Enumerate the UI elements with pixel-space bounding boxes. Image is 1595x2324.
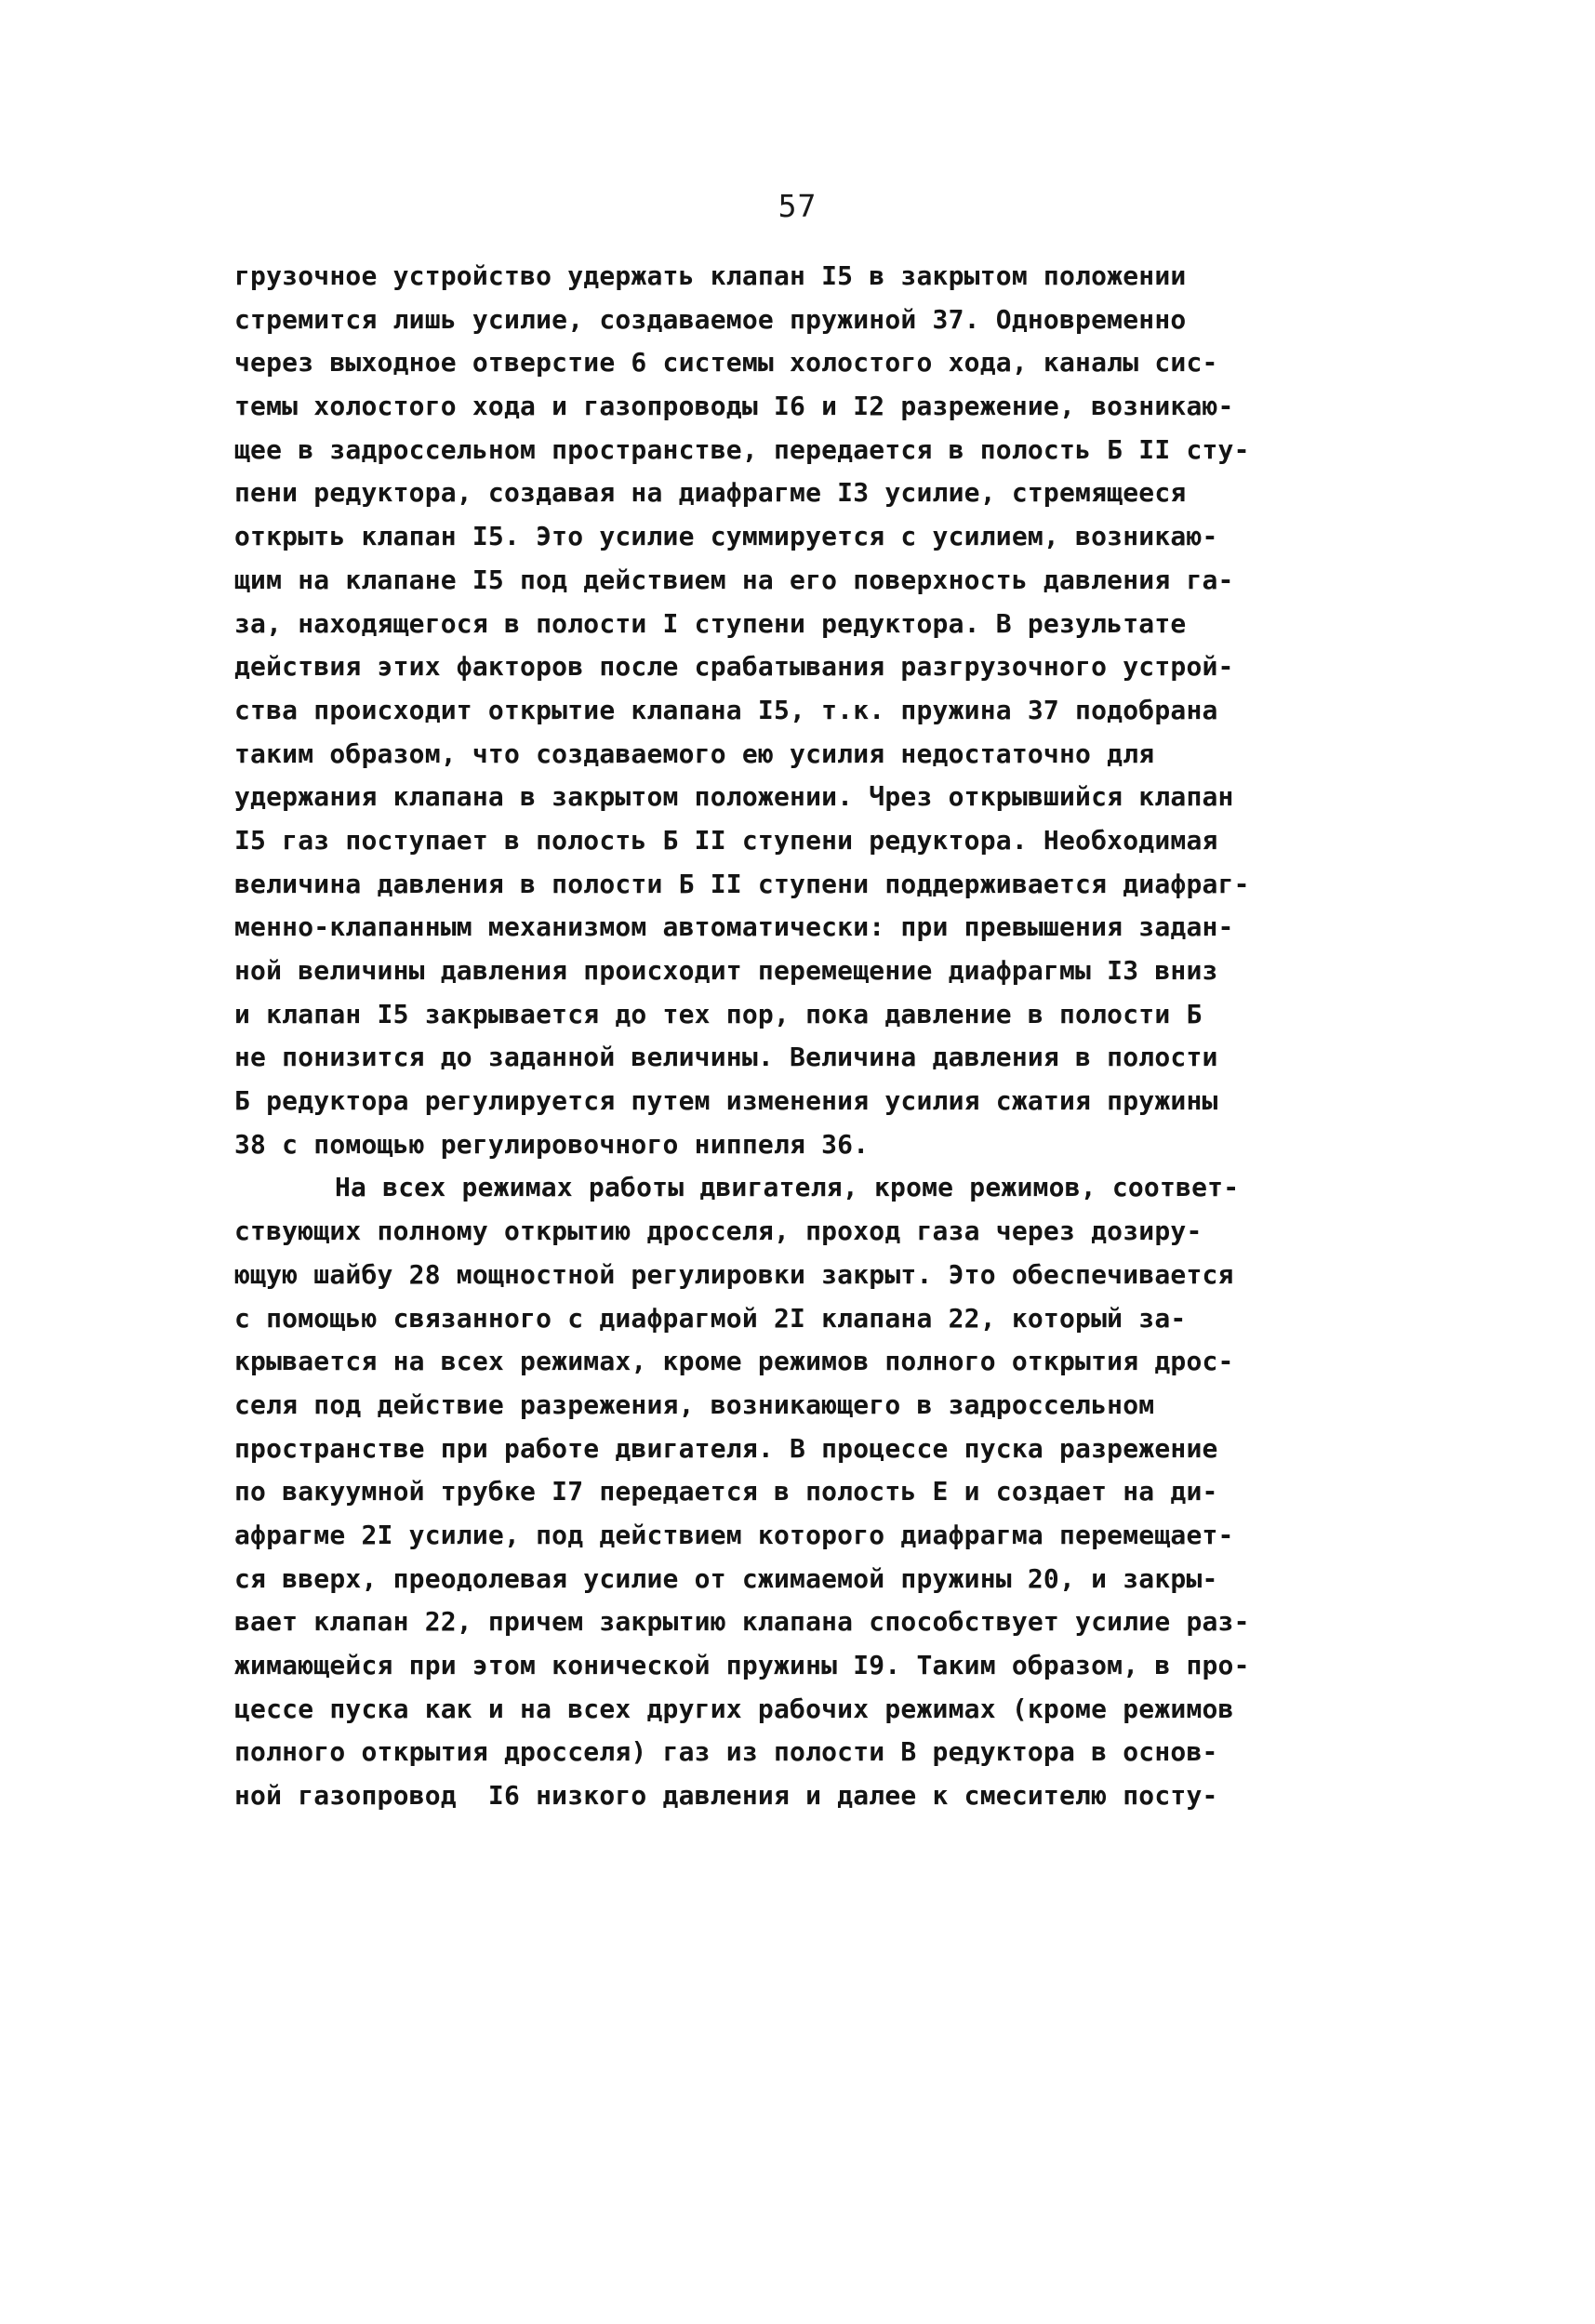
text-line: действия этих факторов после срабатывания разгрузочного устрой- [234,651,1234,683]
text-line: пространстве при работе двигателя. В процессе пуска разрежение [234,1432,1218,1464]
text-line: по вакуумной трубке I7 передается в полость Е и создает на ди- [234,1476,1218,1507]
text-line: ющую шайбу 28 мощностной регулировки закрыт. Это обеспечивается [234,1258,1234,1290]
text-line: открыть клапан I5. Это усилие суммируется с усилием, возникаю- [234,521,1218,552]
text-line: жимающейся при этом конической пружины I9. Таким образом, в про- [234,1650,1250,1680]
text-line: полного открытия дросселя) газ из полости В редуктора в основ- [234,1736,1218,1768]
text-line: с помощью связанного с диафрагмой 2I клапана 22, который за- [234,1302,1187,1334]
text-line: менно-клапанным механизмом автоматически: при превышения задан- [234,911,1234,943]
page-number: 57 [778,188,817,224]
text-line: цессе пуска как и на всех других рабочих режимах (кроме режимов [234,1693,1234,1724]
text-line: ства происходит открытие клапана I5, т.к. пружина 37 подобрана [234,694,1218,725]
text-line: через выходное отверстие 6 системы холостого хода, каналы сис- [234,347,1218,378]
text-line: 38 с помощью регулировочного ниппеля 36. [234,1128,870,1160]
text-line: темы холостого хода и газопроводы I6 и I2 разрежение, возникаю- [234,391,1234,422]
text-line: щим на клапане I5 под действием на его поверхность давления га- [234,564,1234,595]
body-text [234,255,1434,1818]
text-line: величина давления в полости Б II ступени поддерживается диафраг- [234,868,1250,899]
paragraph-start-line: На всех режимах работы двигателя, кроме режимов, соответ- [335,1172,1240,1203]
text-line: не понизится до заданной величины. Величина давления в полости [234,1042,1218,1073]
text-line: удержания клапана в закрытом положении. Чрез открывшийся клапан [234,781,1234,813]
text-line: афрагме 2I усилие, под действием которого диафрагма перемещает- [234,1519,1234,1550]
text-line: ствующих полному открытию дросселя, проход газа через дозиру- [234,1215,1203,1247]
text-line: вает клапан 22, причем закрытию клапана способствует усилие раз- [234,1606,1250,1638]
text-line: ной газопровод I6 низкого давления и далее к смесителю посту- [234,1780,1218,1812]
text-line: щее в задроссельном пространстве, передается в полость Б II сту- [234,433,1250,465]
text-line: крывается на всех режимах, кроме режимов полного открытия дрос- [234,1346,1234,1377]
text-line: и клапан I5 закрывается до тех пор, пока давление в полости Б [234,998,1203,1029]
text-line: стремится лишь усилие, создаваемое пружиной 37. Одновременно [234,303,1187,335]
text-line: ной величины давления происходит перемещение диафрагмы I3 вниз [234,955,1218,986]
text-line: I5 газ поступает в полость Б II ступени редуктора. Необходимая [234,824,1218,856]
text-line: за, находящегося в полости I ступени редуктора. В результате [234,607,1187,639]
text-line: грузочное устройство удержать клапан I5 в закрытом положении [234,260,1187,291]
text-line: Б редуктора регулируется путем изменения усилия сжатия пружины [234,1085,1218,1117]
text-line: таким образом, что создаваемого ею усилия недостаточно для [234,737,1155,769]
text-line: селя под действие разрежения, возникающего в задроссельном [234,1388,1155,1420]
text-line: пени редуктора, создавая на диафрагме I3 усилие, стремящееся [234,477,1187,509]
text-line: ся вверх, преодолевая усилие от сжимаемой пружины 20, и закры- [234,1562,1218,1594]
